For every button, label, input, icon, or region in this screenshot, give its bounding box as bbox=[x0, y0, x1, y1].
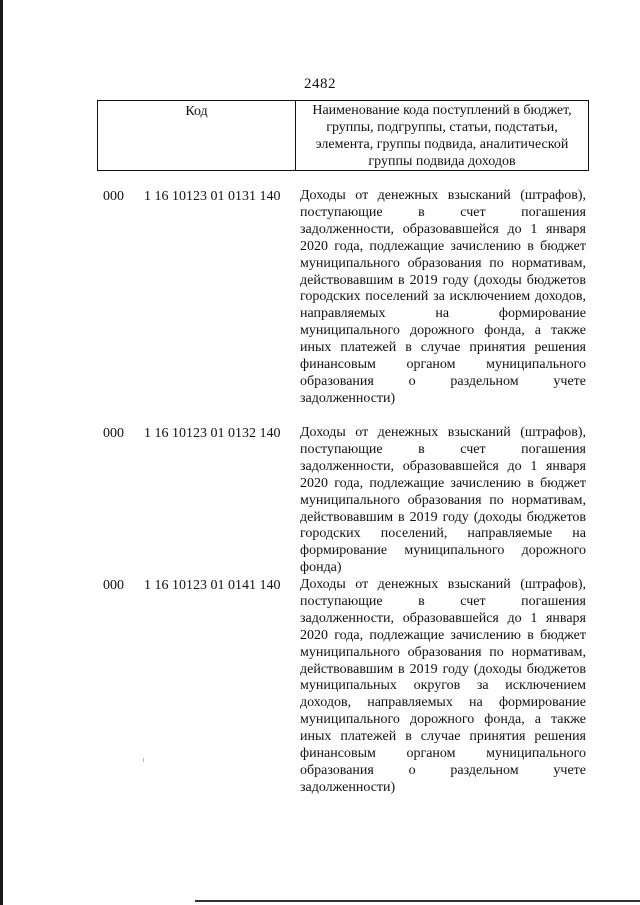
income-code: 1 16 10123 01 0141 140 bbox=[144, 578, 281, 593]
scan-edge-left bbox=[0, 0, 3, 905]
scan-edge-bottom bbox=[195, 900, 640, 902]
group-code: 000 bbox=[103, 189, 124, 204]
group-code: 000 bbox=[103, 426, 124, 441]
income-code: 1 16 10123 01 0132 140 bbox=[144, 426, 281, 441]
name-column-header: Наименование кода поступлений в бюджет, группы, подгруппы, статьи, подстатьи, элемента, группы подвида, аналитической группы подвида доходов bbox=[296, 101, 589, 171]
page-number: 2482 bbox=[304, 76, 336, 92]
income-description: Доходы от денежных взысканий (штрафов), поступающие в счет погашения задолженности, образовавшейся до 1 января 2020 года, подлежащие зачислению в бюджет муниципального образования по нормативам, действовавшим в 2019 году (доходы бюджетов муниципальных округов за исключением доходов, направляемых на формирование муниципального дорожного фонда, а также иных платежей в случае принятия решения финансовым органом муниципального образования о раздельном учете задолженности) bbox=[300, 577, 586, 795]
header-row bbox=[98, 101, 589, 171]
income-description: Доходы от денежных взысканий (штрафов), поступающие в счет погашения задолженности, образовавшейся до 1 января 2020 года, подлежащие зачислению в бюджет муниципального образования по нормативам, действовавшим в 2019 году (доходы бюджетов городских поселений, направляемые на формирование муниципального дорожного фонда) bbox=[300, 425, 586, 576]
header-table bbox=[97, 100, 589, 171]
group-code: 000 bbox=[103, 578, 124, 593]
income-code: 1 16 10123 01 0131 140 bbox=[144, 189, 281, 204]
income-description: Доходы от денежных взысканий (штрафов), поступающие в счет погашения задолженности, образовавшейся до 1 января 2020 года, подлежащие зачислению в бюджет муниципального образования по нормативам, действовавшим в 2019 году (доходы бюджетов городских поселений за исключением доходов, направляемых на формирование муниципального дорожного фонда, а также иных платежей в случае принятия решения финансовым органом муниципального образования о раздельном учете задолженности) bbox=[300, 188, 586, 406]
code-column-header: Код bbox=[98, 101, 296, 171]
scan-speck bbox=[143, 758, 144, 762]
